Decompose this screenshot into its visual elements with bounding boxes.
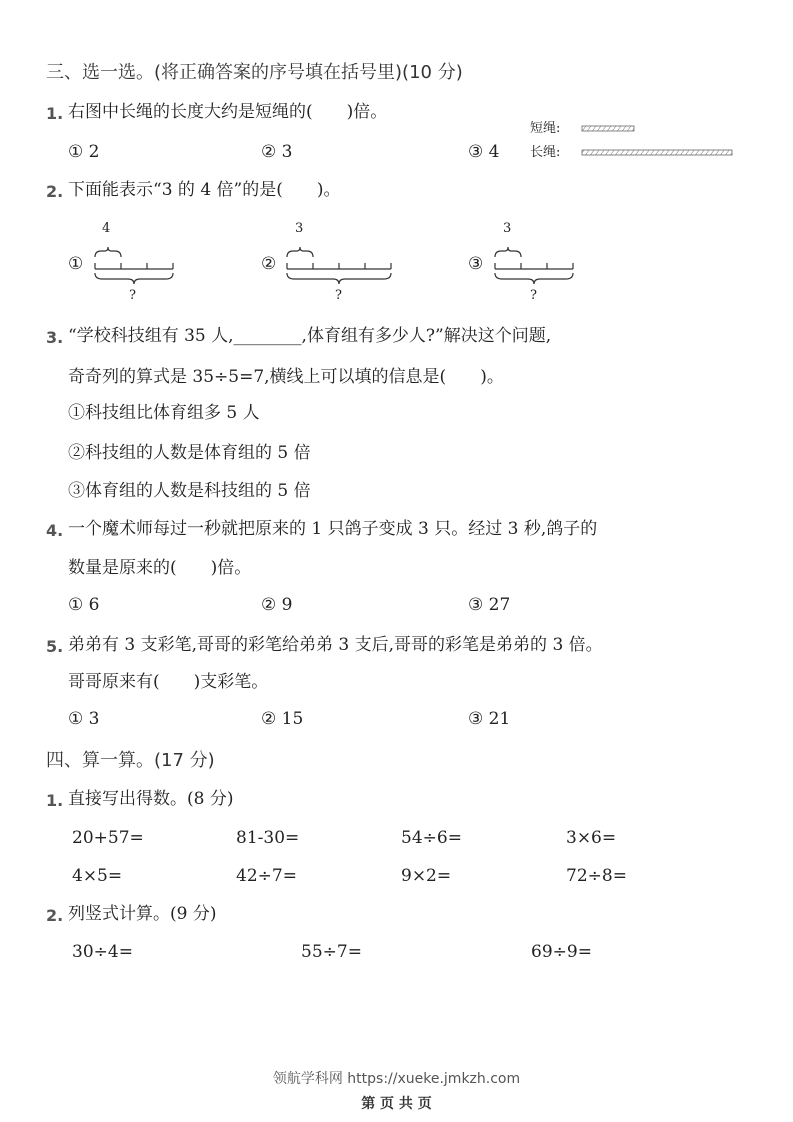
q2-option-2-bottom-label: ?: [335, 288, 342, 303]
long-rope-label: 长绳:: [530, 145, 561, 160]
q3-line-2: 奇奇列的算式是 35÷5=7,横线上可以填的信息是( )。: [68, 367, 504, 387]
q5-option-1: ① 3: [68, 709, 100, 729]
s4-q1-number: 1.: [46, 791, 64, 810]
calc-item: 54÷6=: [401, 828, 462, 848]
calc-item: 9×2=: [401, 866, 452, 886]
q4-line-2: 数量是原来的( )倍。: [68, 558, 252, 578]
q1-number: 1.: [46, 104, 64, 123]
q4-number: 4.: [46, 521, 64, 540]
short-rope: [582, 126, 634, 131]
q3-number: 3.: [46, 328, 64, 347]
s4-q2-text: 列竖式计算。(9 分): [68, 904, 217, 924]
calc-item: 20+57=: [72, 828, 144, 848]
q4-option-3: ③ 27: [468, 595, 511, 615]
short-rope-label: 短绳:: [530, 121, 561, 136]
calc-item: 81-30=: [236, 828, 300, 848]
q2-option-2-marker: ②: [261, 254, 277, 274]
q5-line-1: 弟弟有 3 支彩笔,哥哥的彩笔给弟弟 3 支后,哥哥的彩笔是弟弟的 3 倍。: [68, 635, 603, 655]
q2-option-3-top-label: 3: [503, 221, 512, 236]
q3-option-3: ③体育组的人数是科技组的 5 倍: [68, 481, 311, 501]
s4-q1-text: 直接写出得数。(8 分): [68, 789, 234, 809]
q1-option-1: ① 2: [68, 142, 100, 162]
q2-option-3-diagram: [494, 236, 576, 288]
q4-option-2: ② 9: [261, 595, 293, 615]
q2-option-1-marker: ①: [68, 254, 84, 274]
q5-number: 5.: [46, 637, 64, 656]
footer-page: 第 页 共 页: [361, 1096, 432, 1112]
vertical-calc-item: 30÷4=: [72, 942, 133, 962]
q2-option-1-diagram: [94, 236, 176, 288]
q2-option-3-bottom-label: ?: [530, 288, 537, 303]
s4-q2-number: 2.: [46, 906, 64, 925]
rope-figure: [582, 124, 742, 160]
q1-option-3: ③ 4: [468, 142, 500, 162]
vertical-calc-item: 69÷9=: [531, 942, 592, 962]
q2-option-1-top-label: 4: [102, 221, 111, 236]
vertical-calc-item: 55÷7=: [301, 942, 362, 962]
q2-option-2-top-label: 3: [295, 221, 304, 236]
q3-line-1: “学校科技组有 35 人,________,体育组有多少人?”解决这个问题,: [68, 326, 552, 346]
calc-item: 4×5=: [72, 866, 123, 886]
q2-text: 下面能表示“3 的 4 倍”的是( )。: [68, 180, 341, 200]
q3-option-2: ②科技组的人数是体育组的 5 倍: [68, 443, 311, 463]
q4-line-1: 一个魔术师每过一秒就把原来的 1 只鸽子变成 3 只。经过 3 秒,鸽子的: [68, 519, 598, 539]
q2-option-1-bottom-label: ?: [129, 288, 136, 303]
section-4-title: 四、算一算。(17 分): [46, 750, 215, 771]
q1-option-2: ② 3: [261, 142, 293, 162]
long-rope: [582, 150, 732, 155]
q1-text: 右图中长绳的长度大约是短绳的( )倍。: [68, 102, 388, 122]
q5-option-2: ② 15: [261, 709, 304, 729]
q3-option-1: ①科技组比体育组多 5 人: [68, 403, 260, 423]
calc-item: 3×6=: [566, 828, 617, 848]
q2-option-3-marker: ③: [468, 254, 484, 274]
calc-item: 72÷8=: [566, 866, 627, 886]
calc-item: 42÷7=: [236, 866, 297, 886]
q2-option-2-diagram: [286, 236, 394, 288]
footer-site: 领航学科网 https://xueke.jmkzh.com: [272, 1071, 521, 1087]
section-3-title: 三、选一选。(将正确答案的序号填在括号里)(10 分): [46, 62, 463, 83]
q5-line-2: 哥哥原来有( )支彩笔。: [68, 672, 269, 692]
q4-option-1: ① 6: [68, 595, 100, 615]
q2-number: 2.: [46, 182, 64, 201]
q5-option-3: ③ 21: [468, 709, 511, 729]
